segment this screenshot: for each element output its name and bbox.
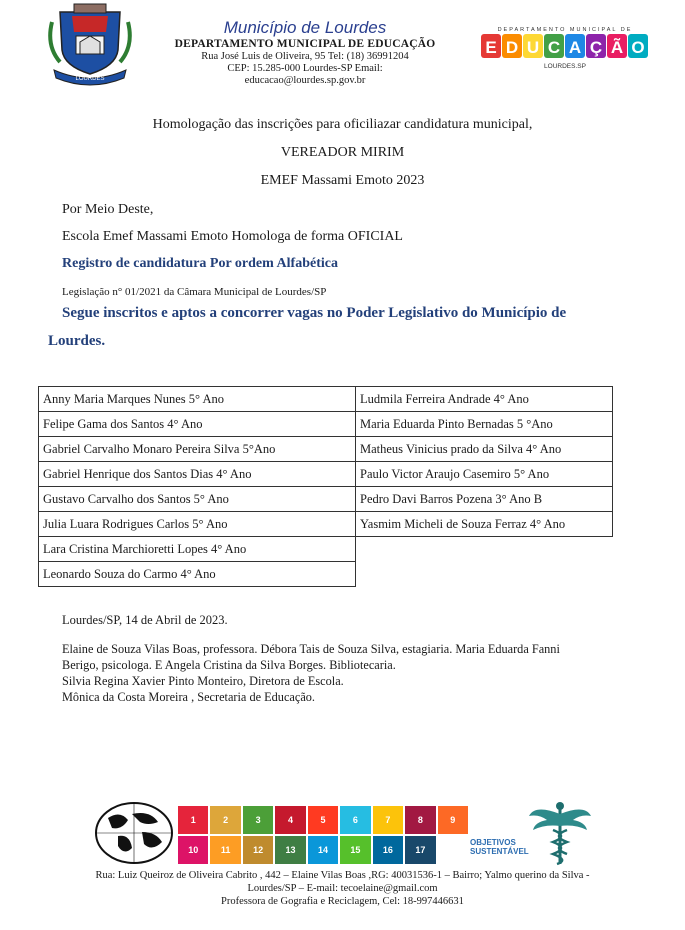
edu-logo-letter: Ç xyxy=(589,38,603,57)
edu-logo-word xyxy=(481,34,648,58)
vereador-mirim-heading: VEREADOR MIRIM xyxy=(280,145,405,160)
sdg-goal-tile: 11 xyxy=(210,836,240,864)
candidate-cell: Yasmim Micheli de Souza Ferraz 4° Ano xyxy=(356,512,613,537)
signatories-line4: Mônica da Costa Moreira , Secretaria de Educação. xyxy=(62,690,315,704)
enrolled-statement-line1: Segue inscritos e aptos a concorrer vagas no Poder Legislativo do Município de xyxy=(62,305,567,321)
sdg-goal-tile: 17 xyxy=(405,836,435,864)
candidate-cell: Julia Luara Rodrigues Carlos 5° Ano xyxy=(39,512,356,537)
table-row xyxy=(356,437,613,462)
sdg-goal-tile: 15 xyxy=(340,836,370,864)
table-row xyxy=(39,487,356,512)
edu-logo-letter: O xyxy=(631,38,645,57)
world-globe-icon xyxy=(92,800,176,866)
header-block xyxy=(150,18,460,87)
header-address: Rua José Luis de Oliveira, 95 Tel: (18) 36991204 xyxy=(201,50,409,62)
ods-label-line2: SUSTENTÁVEL xyxy=(470,847,529,856)
closing-date: Lourdes/SP, 14 de Abril de 2023. xyxy=(62,613,228,627)
edu-logo-letter: Ã xyxy=(610,38,624,57)
sdg-goal-tile: 16 xyxy=(373,836,403,864)
signatories-line2: Berigo, psicologa. E Angela Cristina da Silva Borges. Bibliotecaria. xyxy=(62,658,396,672)
edu-logo-letter: U xyxy=(526,38,540,57)
sdg-goal-tile: 6 xyxy=(340,806,370,834)
edu-logo-letter: C xyxy=(547,38,561,57)
footer-email-line: Lourdes/SP – E-mail: tecoelaine@gmail.com xyxy=(247,883,438,894)
edu-logo-letter: D xyxy=(505,38,519,57)
candidate-cell: Gabriel Henrique dos Santos Dias 4° Ano xyxy=(39,462,356,487)
crest-ribbon-text: LOURDES xyxy=(75,76,105,82)
sdg-goal-tile: 3 xyxy=(243,806,273,834)
candidate-cell: Maria Eduarda Pinto Bernadas 5 °Ano xyxy=(356,412,613,437)
school-year-heading: EMEF Massami Emoto 2023 xyxy=(260,173,425,188)
table-row xyxy=(356,387,613,412)
table-row xyxy=(356,462,613,487)
sdg-goals-grid xyxy=(178,806,468,864)
ods-label-line1: OBJETIVOS xyxy=(470,838,516,847)
sdg-goal-tile: 1 xyxy=(178,806,208,834)
table-row xyxy=(356,412,613,437)
candidate-cell: Anny Maria Marques Nunes 5° Ano xyxy=(39,387,356,412)
candidate-cell: Gabriel Carvalho Monaro Pereira Silva 5°Ano xyxy=(39,437,356,462)
candidate-cell: Gustavo Carvalho dos Santos 5° Ano xyxy=(39,487,356,512)
candidate-cell: Ludmila Ferreira Andrade 4° Ano xyxy=(356,387,613,412)
table-row xyxy=(39,387,356,412)
signatories-line3: Silvia Regina Xavier Pinto Monteiro, Diretora de Escola. xyxy=(62,674,344,688)
candidates-table-left xyxy=(38,386,356,587)
sdg-goal-tile: 2 xyxy=(210,806,240,834)
caduceus-icon xyxy=(525,800,595,866)
footer-address-line: Rua: Luiz Queiroz de Oliveira Cabrito , 442 – Elaine Vilas Boas ,RG: 40031536-1 – Bairro; Yalmo querino da Silva - xyxy=(95,870,590,881)
candidate-cell: Leonardo Souza do Carmo 4° Ano xyxy=(39,562,356,587)
department-name: DEPARTAMENTO MUNICIPAL DE EDUCAÇÃO xyxy=(174,37,436,50)
footer-contact-line: Professora de Gografia e Reciclagem, Cel: 18-997446631 xyxy=(221,896,464,907)
intro-line: Por Meio Deste, xyxy=(62,202,154,217)
sdg-goal-tile: 10 xyxy=(178,836,208,864)
sdg-goal-tile: 9 xyxy=(438,806,468,834)
table-row xyxy=(39,512,356,537)
sdg-goal-tile: 13 xyxy=(275,836,305,864)
table-row xyxy=(39,462,356,487)
candidate-cell: Matheus Vinicius prado da Silva 4° Ano xyxy=(356,437,613,462)
table-row xyxy=(39,562,356,587)
official-statement: Escola Emef Massami Emoto Homologa de forma OFICIAL xyxy=(62,229,403,244)
candidate-cell: Felipe Gama dos Santos 4° Ano xyxy=(39,412,356,437)
edu-logo-top-text: DEPARTAMENTO MUNICIPAL DE xyxy=(497,27,633,33)
registry-subtitle: Registro de candidatura Por ordem Alfabética xyxy=(62,256,338,271)
legislation-line: Legislação n° 01/2021 da Câmara Municipal de Lourdes/SP xyxy=(62,286,327,298)
table-row xyxy=(39,537,356,562)
sdg-goal-tile: 5 xyxy=(308,806,338,834)
edu-logo-letter: E xyxy=(485,38,497,57)
signatories-line1: Elaine de Souza Vilas Boas, professora. Débora Tais de Souza Silva, estagiaria. Maria Eduarda Fanni xyxy=(62,642,560,656)
table-row xyxy=(356,512,613,537)
homologation-heading: Homologação das inscrições para oficiliazar candidatura municipal, xyxy=(152,117,533,132)
header-cep: CEP: 15.285-000 Lourdes-SP Email: xyxy=(227,62,383,74)
edu-logo-bottom-text: LOURDES.SP xyxy=(544,63,586,70)
table-row xyxy=(39,412,356,437)
sdg-goal-tile: 14 xyxy=(308,836,338,864)
sdg-goal-tile: 12 xyxy=(243,836,273,864)
municipal-crest-logo xyxy=(46,2,134,86)
edu-logo-letter: A xyxy=(568,38,582,57)
candidate-cell: Lara Cristina Marchioretti Lopes 4° Ano xyxy=(39,537,356,562)
candidates-table-right xyxy=(355,386,613,537)
ods-label xyxy=(470,838,530,856)
sdg-goal-tile: 4 xyxy=(275,806,305,834)
table-row xyxy=(39,437,356,462)
sdg-goal-tile: 8 xyxy=(405,806,435,834)
candidate-cell: Paulo Victor Araujo Casemiro 5° Ano xyxy=(356,462,613,487)
table-row xyxy=(356,487,613,512)
enrolled-statement-line2: Lourdes. xyxy=(48,333,106,349)
municipality-title: Município de Lourdes xyxy=(223,18,387,37)
candidate-cell: Pedro Davi Barros Pozena 3° Ano B xyxy=(356,487,613,512)
sdg-goal-tile: 7 xyxy=(373,806,403,834)
header-email: educacao@lourdes.sp.gov.br xyxy=(244,74,366,86)
educacao-department-logo xyxy=(470,22,660,72)
